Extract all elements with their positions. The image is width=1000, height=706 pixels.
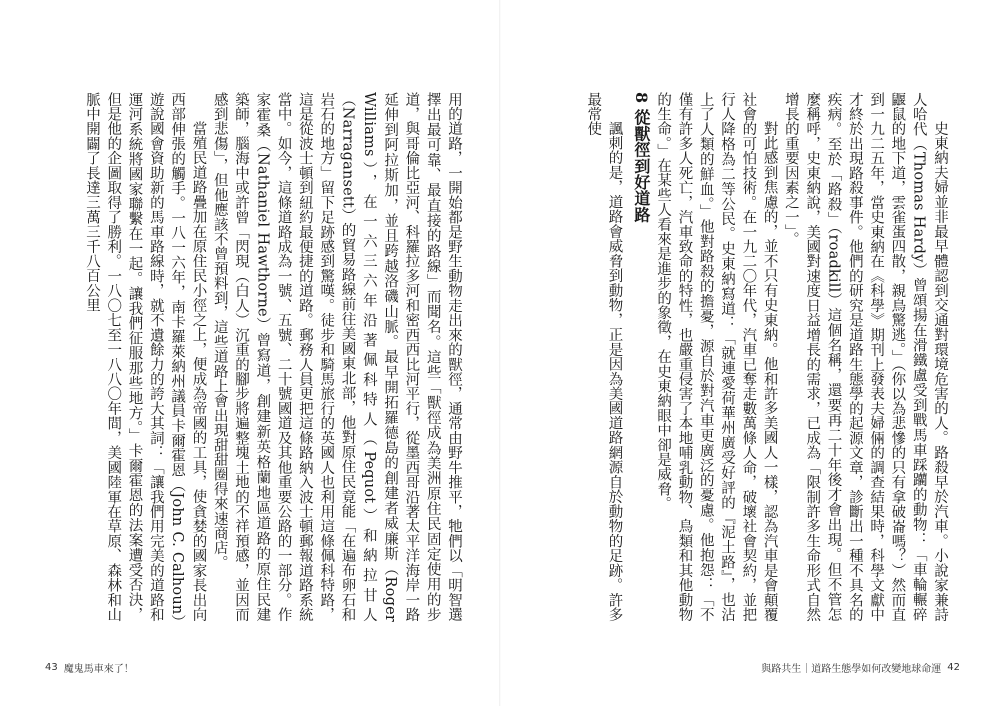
section-title: 從獸徑到好道路 (631, 109, 651, 223)
paragraph: 對此感到焦慮的，並不只有史東納。他和許多美國人一樣，認為汽車是會顛覆社會的可怕技術。在一九二〇年代，汽車已奪走數萬條人命，破壞社會契約，並把行人降格為二等公民。史東納寫道：「就連愛荷華州廣受好評的『泥土路』，也沾上了人類的鮮血。」他對路殺的擔憂，源自於對汽車更廣泛的憂慮。他抱怨：「不僅有許多人死亡，汽車致命的特性，也嚴重侵害了本地哺乳動物、鳥類和其他動物的生命。」在某些人看來是進步的象徵，在史東納眼中卻是威脅。 (655, 92, 778, 622)
page-number: 42 (947, 662, 960, 673)
section-number: 8 (631, 92, 651, 104)
right-page (500, 0, 1000, 706)
running-title: 魔鬼馬車來了！ (63, 664, 134, 675)
paragraph: 當殖民道路疊加在原住民小徑之上，便成為帝國的工具，使貪婪的國家長出向西部伸張的觸手。一八一六年，南卡羅萊納州議員卡爾霍恩（John C. Calhoun）遊說國會資助新的馬車路線時，就不遺餘力的誇大其詞：「讓我們用完美的道路和運河系統將國家聯繫在一起。讓我們征服那些地方。」卡爾霍恩的法案遭受否決，但是他的企圖取得了勝利。一八〇七至一八八〇年間，美國陸軍在草原、森林和山脈中開闢了長達三萬三千八百公里 (83, 92, 207, 622)
paragraph: 用的道路，一開始都是野生動物走出來的獸徑，通常由野牛推平，牠們以「明智選擇出最可靠、最直接的路線」而聞名。這些「獸徑成為美洲原住民固定使用的步道，與哥倫比亞河、科羅拉多河和密西西比河平行，從墨西哥沿著太平洋海岸一路延伸到阿拉斯加，並且跨越洛磯山脈。最早開拓羅德島的創建者威廉斯（Roger Williams），在一六三六年沿著佩科特人（Pequot）和納拉甘人（Narragansett）的貿易路線前往美國東北部，他對原住民竟能「在遍布卵石和岩石的地方」留下足跡感到驚嘆。徒步和騎馬旅行的英國人也利用這條佩科特路，這是從波士頓到紐約最便捷的道路。郵務人員更把這條路納入波士頓郵報道路系統當中。如今，這條道路成為一號、五號、二十號國道及其他重要公路的一部分。作家霍桑（Nathaniel Hawthorne）曾寫道，創建新英格蘭地區道路的原住民建築師，腦海中或許曾「閃現（白人）沉重的腳步將遍整塊土地的不祥預感，並因而感到悲傷」，但他應該不曾預料到，這些道路上會出現甜甜圈得來速商店。 (211, 92, 462, 622)
running-title: 與路共生｜道路生態學如何改變地球命運 (761, 664, 942, 675)
left-page-text (60, 92, 464, 622)
left-footer (45, 660, 134, 675)
paragraph: 史東納夫婦並非最早體認到交通對環境危害的人。路殺早於汽車。小說家兼詩人哈代（Thomas Hardy）曾頌揚在滑鐵盧受到戰馬車踩躪的動物：「車輪輾碎鼴鼠的地下道，雲雀蛋四散，親鳥驚逃。」（你以為悲慘的只有拿破崙嗎？）然而直到一九二五年，當史東納在《科學》期刊上發表夫婦倆的調查結果時，科學文獻中才終於出現路殺事件。他們的研究是道路生態學的起源文章，診斷出一種不具名的疾病。至於「路殺」（roadkill）這個名稱，還要再二十年後才會出現。但不管怎麼稱呼，史東納說，美國對速度日益增長的需求，已成為「限制許多生命形式自然增長的重要因素之一」。 (782, 92, 948, 622)
right-page-text (560, 92, 950, 622)
section-heading (625, 92, 652, 622)
paragraph: 諷刺的是，道路會威脅到動物，正是因為美國道路網源自於動物的足跡。許多最常使 (585, 92, 623, 622)
page-number: 43 (45, 662, 58, 673)
right-footer (761, 660, 960, 675)
